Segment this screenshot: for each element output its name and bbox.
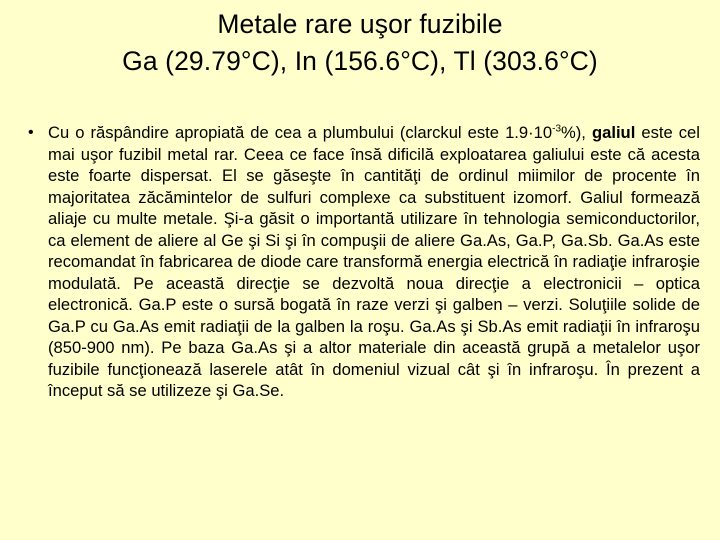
- paragraph-intro-end: %),: [561, 123, 592, 142]
- paragraph-rest: este cel mai uşor fuzibil metal rar. Ceea ce face însă dificilă exploatarea galiului este că acesta este foarte dispersat. El se găseşte în cantităţi de ordinul miimilor de procente în majoritatea zăcămintelor de sulfuri complexe ca substituent izomorf. Galiul formează aliaje cu multe metale. Şi-a găsit o importantă utilizare în tehnologia semiconductorilor, ca element de aliere al Ge şi Si şi în compuşii de aliere Ga.As, Ga.P, Ga.Sb. Ga.As este recomandat în fabricarea de diode care transformă energia electrică în radiaţie infraroşie modulată. Pe această direcţie se dezvoltă noua direcţie a electronicii – optica electronică. Ga.P este o sursă bogată în raze verzi şi galben – verzi. Soluţiile solide de Ga.P cu Ga.As emit radiaţii de la galben la roşu. Ga.As şi Sb.As emit radiaţii în infraroşu (850-900 nm). Pe baza Ga.As şi a altor materiale din această grupă a metalelor uşor fuzibile funcţionează laserele atât în domeniul vizual cât şi în infraroşu. În prezent a început să se utilizeze şi Ga.Se.: [48, 123, 700, 400]
- bullet-item: [28, 122, 700, 402]
- paragraph-intro: Cu o răspândire apropiată de cea a plumbului (clarckul este 1.9·10: [48, 123, 553, 142]
- bullet-dot-icon: •: [28, 124, 34, 141]
- title-line-1: Metale rare uşor fuzibile: [217, 9, 503, 39]
- bullet-paragraph: [48, 122, 700, 402]
- title-line-2: Ga (29.79°C), In (156.6°C), Tl (303.6°C): [122, 46, 598, 76]
- slide-title: [20, 6, 700, 80]
- exponent: -3: [552, 123, 562, 135]
- slide-body: [28, 122, 700, 402]
- bold-keyword: galiul: [591, 123, 636, 142]
